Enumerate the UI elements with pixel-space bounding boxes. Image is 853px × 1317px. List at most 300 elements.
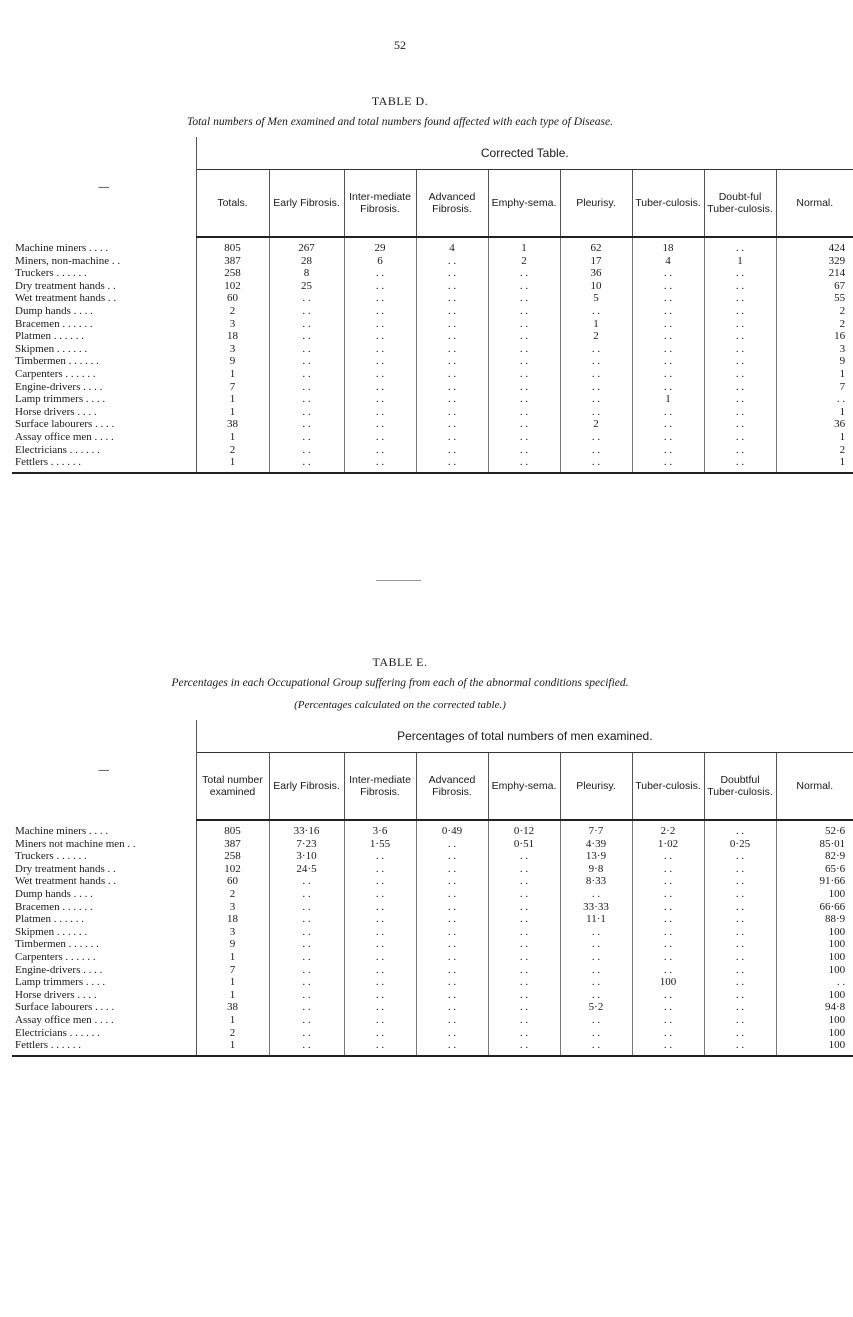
column-header: Pleurisy. bbox=[560, 170, 632, 238]
table-cell: . . bbox=[836, 976, 846, 989]
row-label: Bracemen . . . . . . bbox=[12, 901, 196, 914]
column-header: Total number examined bbox=[196, 753, 269, 821]
table-cell: . . bbox=[704, 318, 776, 331]
row-label: Timbermen . . . . . . bbox=[12, 355, 196, 368]
table-cell: 1·55 bbox=[344, 838, 416, 851]
table-cell: . . bbox=[416, 280, 488, 293]
table-row bbox=[12, 913, 853, 926]
table-cell: 29 bbox=[344, 237, 416, 255]
table-cell: . . bbox=[269, 926, 344, 939]
table-cell: . . bbox=[416, 1027, 488, 1040]
row-label: Electricians . . . . . . bbox=[12, 1027, 196, 1040]
table-cell: . . bbox=[344, 901, 416, 914]
table-row bbox=[12, 456, 853, 473]
table-cell: . . bbox=[344, 393, 416, 406]
table-cell: . . bbox=[704, 850, 776, 863]
table-cell: 1 bbox=[196, 406, 269, 419]
table-cell: 100 bbox=[828, 950, 846, 963]
table-cell: . . bbox=[560, 964, 632, 977]
table-cell: . . bbox=[344, 913, 416, 926]
table-cell: . . bbox=[269, 1001, 344, 1014]
table-cell: . . bbox=[704, 444, 776, 457]
table-cell: 24·5 bbox=[269, 863, 344, 876]
table-cell: 3·6 bbox=[344, 820, 416, 838]
table-cell: 4 bbox=[632, 255, 704, 268]
row-label: Carpenters . . . . . . bbox=[12, 368, 196, 381]
table-cell: . . bbox=[269, 1014, 344, 1027]
table-cell: 1 bbox=[839, 367, 846, 380]
table-row bbox=[12, 1001, 853, 1014]
table-cell: 100 bbox=[828, 925, 846, 938]
table-cell: 214 bbox=[828, 267, 846, 280]
table-cell: 18 bbox=[196, 913, 269, 926]
table-cell: . . bbox=[269, 1039, 344, 1056]
table-cell: 805 bbox=[196, 237, 269, 255]
table-cell: . . bbox=[560, 444, 632, 457]
table-d-heading: TABLE D. bbox=[371, 94, 429, 108]
table-cell: 3 bbox=[196, 926, 269, 939]
table-cell: . . bbox=[704, 820, 776, 838]
table-cell: 100 bbox=[828, 1013, 846, 1026]
table-cell: 102 bbox=[196, 863, 269, 876]
table-cell: . . bbox=[488, 343, 560, 356]
table-cell: . . bbox=[416, 901, 488, 914]
table-cell: 67 bbox=[834, 279, 846, 292]
table-cell: 2 bbox=[196, 305, 269, 318]
table-cell: 4 bbox=[416, 237, 488, 255]
column-header: Doubt-ful Tuber-culosis. bbox=[704, 170, 776, 238]
table-cell: 1 bbox=[704, 255, 776, 268]
table-cell: . . bbox=[344, 964, 416, 977]
table-cell: . . bbox=[704, 863, 776, 876]
table-cell: . . bbox=[632, 863, 704, 876]
table-cell: . . bbox=[704, 989, 776, 1002]
row-label: Machine miners . . . . bbox=[12, 820, 196, 838]
table-cell: . . bbox=[632, 1014, 704, 1027]
table-d bbox=[12, 137, 853, 474]
table-cell: . . bbox=[632, 926, 704, 939]
table-cell: 17 bbox=[560, 255, 632, 268]
table-row bbox=[12, 875, 853, 888]
column-header: Emphy-sema. bbox=[488, 753, 560, 821]
table-cell: . . bbox=[344, 267, 416, 280]
table-cell: . . bbox=[632, 267, 704, 280]
table-row bbox=[12, 1027, 853, 1040]
row-label: Dry treatment hands . . bbox=[12, 280, 196, 293]
table-cell: . . bbox=[632, 1001, 704, 1014]
table-cell: . . bbox=[269, 875, 344, 888]
table-cell: 36 bbox=[834, 418, 846, 431]
table-cell: . . bbox=[560, 456, 632, 473]
table-cell: . . bbox=[269, 989, 344, 1002]
table-cell: . . bbox=[560, 406, 632, 419]
table-cell: . . bbox=[704, 393, 776, 406]
column-header: Tuber-culosis. bbox=[632, 753, 704, 821]
table-cell: . . bbox=[416, 926, 488, 939]
table-e bbox=[12, 720, 853, 1057]
table-cell: 2 bbox=[196, 888, 269, 901]
table-cell: 16 bbox=[834, 330, 846, 343]
table-row bbox=[12, 406, 853, 419]
page-number: 52 bbox=[394, 38, 406, 52]
table-cell: . . bbox=[269, 292, 344, 305]
column-header: Advanced Fibrosis. bbox=[416, 753, 488, 821]
table-cell: . . bbox=[632, 280, 704, 293]
row-label: Fettlers . . . . . . bbox=[12, 1039, 196, 1056]
table-row bbox=[12, 343, 853, 356]
row-label: Horse drivers . . . . bbox=[12, 989, 196, 1002]
table-cell: 5·2 bbox=[560, 1001, 632, 1014]
column-header: Advanced Fibrosis. bbox=[416, 170, 488, 238]
table-cell: 62 bbox=[560, 237, 632, 255]
table-cell: . . bbox=[416, 913, 488, 926]
row-label: Wet treatment hands . . bbox=[12, 875, 196, 888]
table-cell: . . bbox=[560, 951, 632, 964]
table-cell: . . bbox=[344, 431, 416, 444]
row-label: Dump hands . . . . bbox=[12, 305, 196, 318]
table-cell: 1 bbox=[488, 237, 560, 255]
table-cell: 8·33 bbox=[560, 875, 632, 888]
column-header: Doubtful Tuber-culosis. bbox=[704, 753, 776, 821]
table-cell: . . bbox=[704, 951, 776, 964]
table-cell: 60 bbox=[196, 292, 269, 305]
row-label: Dry treatment hands . . bbox=[12, 863, 196, 876]
table-cell: . . bbox=[416, 267, 488, 280]
table-cell: . . bbox=[416, 1001, 488, 1014]
table-row bbox=[12, 964, 853, 977]
table-cell: 2 bbox=[488, 255, 560, 268]
table-cell: . . bbox=[704, 456, 776, 473]
table-cell: 805 bbox=[196, 820, 269, 838]
column-header: Emphy-sema. bbox=[488, 170, 560, 238]
table-cell: 9 bbox=[196, 938, 269, 951]
table-cell: 3·10 bbox=[269, 850, 344, 863]
table-cell: . . bbox=[344, 444, 416, 457]
table-cell: . . bbox=[560, 431, 632, 444]
table-cell: . . bbox=[269, 444, 344, 457]
table-cell: . . bbox=[704, 381, 776, 394]
table-row bbox=[12, 863, 853, 876]
table-cell: . . bbox=[269, 305, 344, 318]
table-cell: . . bbox=[344, 989, 416, 1002]
table-cell: . . bbox=[704, 406, 776, 419]
column-header: Tuber-culosis. bbox=[632, 170, 704, 238]
table-cell: 267 bbox=[269, 237, 344, 255]
table-cell: . . bbox=[560, 393, 632, 406]
table-e-heading: TABLE E. bbox=[372, 655, 428, 669]
table-cell: . . bbox=[704, 976, 776, 989]
table-cell: . . bbox=[488, 964, 560, 977]
table-cell: . . bbox=[704, 875, 776, 888]
table-cell: . . bbox=[269, 431, 344, 444]
table-d-group-heading: Corrected Table. bbox=[196, 137, 853, 170]
table-cell: . . bbox=[416, 875, 488, 888]
table-cell: . . bbox=[560, 343, 632, 356]
table-cell: 55 bbox=[834, 292, 846, 305]
table-cell: 1 bbox=[196, 951, 269, 964]
table-cell: . . bbox=[488, 355, 560, 368]
table-cell: . . bbox=[488, 875, 560, 888]
table-cell: 2 bbox=[839, 443, 846, 456]
table-cell: . . bbox=[704, 292, 776, 305]
table-e-corner: — bbox=[12, 720, 196, 820]
table-cell: 3 bbox=[196, 318, 269, 331]
table-cell: . . bbox=[269, 355, 344, 368]
table-cell: 1 bbox=[839, 405, 846, 418]
table-cell: 100 bbox=[828, 887, 846, 900]
table-cell: . . bbox=[269, 381, 344, 394]
table-cell: 387 bbox=[196, 838, 269, 851]
table-cell: 38 bbox=[196, 1001, 269, 1014]
row-label: Platmen . . . . . . bbox=[12, 330, 196, 343]
table-cell: . . bbox=[269, 456, 344, 473]
table-cell: . . bbox=[416, 964, 488, 977]
table-cell: . . bbox=[632, 875, 704, 888]
table-cell: 1 bbox=[196, 368, 269, 381]
table-cell: . . bbox=[344, 850, 416, 863]
table-cell: 1 bbox=[196, 393, 269, 406]
table-cell: . . bbox=[344, 355, 416, 368]
table-cell: 7 bbox=[196, 964, 269, 977]
table-cell: 2 bbox=[196, 1027, 269, 1040]
table-cell: . . bbox=[632, 938, 704, 951]
table-cell: . . bbox=[704, 938, 776, 951]
row-label: Electricians . . . . . . bbox=[12, 444, 196, 457]
row-label: Timbermen . . . . . . bbox=[12, 938, 196, 951]
table-cell: . . bbox=[704, 267, 776, 280]
table-cell: . . bbox=[632, 381, 704, 394]
table-cell: . . bbox=[560, 355, 632, 368]
table-cell: . . bbox=[560, 368, 632, 381]
table-cell: 2 bbox=[839, 317, 846, 330]
table-cell: . . bbox=[632, 368, 704, 381]
table-cell: 1 bbox=[196, 976, 269, 989]
table-cell: . . bbox=[269, 938, 344, 951]
table-cell: 82·9 bbox=[824, 850, 846, 863]
table-cell: . . bbox=[560, 989, 632, 1002]
table-cell: . . bbox=[704, 280, 776, 293]
table-cell: . . bbox=[632, 913, 704, 926]
table-cell: 33·16 bbox=[269, 820, 344, 838]
table-cell: 25 bbox=[269, 280, 344, 293]
table-cell: . . bbox=[344, 330, 416, 343]
column-header: Inter-mediate Fibrosis. bbox=[344, 753, 416, 821]
table-cell: . . bbox=[704, 418, 776, 431]
table-cell: . . bbox=[344, 368, 416, 381]
table-cell: . . bbox=[632, 406, 704, 419]
table-row bbox=[12, 237, 853, 255]
table-cell: . . bbox=[560, 976, 632, 989]
table-cell: . . bbox=[704, 888, 776, 901]
table-row bbox=[12, 280, 853, 293]
table-cell: . . bbox=[416, 938, 488, 951]
table-cell: . . bbox=[269, 913, 344, 926]
table-cell: 5 bbox=[560, 292, 632, 305]
table-cell: . . bbox=[704, 913, 776, 926]
table-cell: . . bbox=[488, 456, 560, 473]
table-cell: . . bbox=[632, 989, 704, 1002]
table-cell: . . bbox=[416, 381, 488, 394]
table-cell: 9 bbox=[196, 355, 269, 368]
table-cell: . . bbox=[344, 926, 416, 939]
table-cell: . . bbox=[632, 901, 704, 914]
table-cell: 0·25 bbox=[704, 838, 776, 851]
table-cell: . . bbox=[488, 888, 560, 901]
table-cell: . . bbox=[344, 456, 416, 473]
column-header: Early Fibrosis. bbox=[269, 170, 344, 238]
table-cell: . . bbox=[416, 355, 488, 368]
table-cell: . . bbox=[704, 330, 776, 343]
table-cell: . . bbox=[488, 393, 560, 406]
table-cell: . . bbox=[344, 888, 416, 901]
table-cell: . . bbox=[632, 1027, 704, 1040]
table-cell: . . bbox=[416, 888, 488, 901]
table-cell: 424 bbox=[828, 242, 846, 254]
row-label: Engine-drivers . . . . bbox=[12, 381, 196, 394]
table-cell: 2 bbox=[839, 304, 846, 317]
table-cell: . . bbox=[488, 280, 560, 293]
table-cell: 33·33 bbox=[560, 901, 632, 914]
table-cell: 258 bbox=[196, 850, 269, 863]
table-cell: . . bbox=[344, 1039, 416, 1056]
table-cell: 102 bbox=[196, 280, 269, 293]
table-cell: . . bbox=[632, 850, 704, 863]
row-label: Carpenters . . . . . . bbox=[12, 951, 196, 964]
row-label: Lamp trimmers . . . . bbox=[12, 976, 196, 989]
table-cell: . . bbox=[704, 431, 776, 444]
table-cell: . . bbox=[344, 1027, 416, 1040]
table-cell: . . bbox=[269, 368, 344, 381]
table-cell: 1 bbox=[776, 456, 853, 473]
table-row bbox=[12, 355, 853, 368]
table-cell: . . bbox=[416, 444, 488, 457]
table-row bbox=[12, 850, 853, 863]
table-cell: . . bbox=[344, 305, 416, 318]
table-row bbox=[12, 305, 853, 318]
table-cell: . . bbox=[344, 418, 416, 431]
table-cell: 9 bbox=[839, 355, 846, 368]
row-label: Dump hands . . . . bbox=[12, 888, 196, 901]
table-cell: . . bbox=[416, 431, 488, 444]
table-cell: . . bbox=[632, 951, 704, 964]
table-cell: . . bbox=[704, 964, 776, 977]
table-e-subtitle: Percentages in each Occupational Group suffering from each of the abnormal conditions specified. bbox=[171, 677, 629, 689]
table-cell: . . bbox=[488, 901, 560, 914]
table-cell: . . bbox=[632, 418, 704, 431]
table-cell: 28 bbox=[269, 255, 344, 268]
table-row bbox=[12, 431, 853, 444]
table-row bbox=[12, 820, 853, 838]
table-cell: 100 bbox=[828, 963, 846, 976]
table-cell: . . bbox=[704, 355, 776, 368]
table-cell: . . bbox=[269, 976, 344, 989]
table-cell: . . bbox=[416, 305, 488, 318]
table-cell: . . bbox=[269, 318, 344, 331]
table-cell: . . bbox=[344, 1014, 416, 1027]
table-cell: . . bbox=[416, 393, 488, 406]
table-cell: 100 bbox=[828, 988, 846, 1001]
column-header: Totals. bbox=[196, 170, 269, 238]
table-cell: . . bbox=[416, 456, 488, 473]
table-cell: . . bbox=[632, 318, 704, 331]
table-row bbox=[12, 1014, 853, 1027]
table-row bbox=[12, 901, 853, 914]
table-cell: . . bbox=[632, 355, 704, 368]
table-cell: 100 bbox=[632, 976, 704, 989]
table-cell: . . bbox=[269, 393, 344, 406]
table-cell: . . bbox=[488, 267, 560, 280]
table-cell: 38 bbox=[196, 418, 269, 431]
table-cell: . . bbox=[344, 938, 416, 951]
table-cell: 0·12 bbox=[488, 820, 560, 838]
table-cell: 11·1 bbox=[560, 913, 632, 926]
table-cell: 10 bbox=[560, 280, 632, 293]
table-d-corner: — bbox=[12, 137, 196, 237]
column-header: Inter-mediate Fibrosis. bbox=[344, 170, 416, 238]
table-cell: . . bbox=[560, 305, 632, 318]
row-label: Skipmen . . . . . . bbox=[12, 926, 196, 939]
table-cell: 2·2 bbox=[632, 820, 704, 838]
table-cell: 36 bbox=[560, 267, 632, 280]
row-label: Horse drivers . . . . bbox=[12, 406, 196, 419]
table-cell: 7 bbox=[196, 381, 269, 394]
table-cell: 6 bbox=[344, 255, 416, 268]
table-cell: . . bbox=[560, 381, 632, 394]
table-cell: . . bbox=[344, 343, 416, 356]
table-cell: 2 bbox=[560, 418, 632, 431]
row-label: Miners, non-machine . . bbox=[12, 255, 196, 268]
table-cell: . . bbox=[416, 1014, 488, 1027]
table-cell: . . bbox=[488, 318, 560, 331]
table-cell: 8 bbox=[269, 267, 344, 280]
table-cell: . . bbox=[344, 875, 416, 888]
table-cell: 1 bbox=[196, 456, 269, 473]
table-cell: . . bbox=[416, 989, 488, 1002]
table-cell: . . bbox=[344, 292, 416, 305]
table-cell: 65·6 bbox=[824, 862, 846, 875]
table-cell: . . bbox=[416, 838, 488, 851]
table-cell: . . bbox=[269, 951, 344, 964]
table-cell: 1 bbox=[632, 393, 704, 406]
table-cell: . . bbox=[704, 1001, 776, 1014]
table-cell: . . bbox=[344, 1001, 416, 1014]
table-cell: 100 bbox=[776, 1039, 853, 1056]
table-cell: . . bbox=[488, 989, 560, 1002]
row-label: Truckers . . . . . . bbox=[12, 850, 196, 863]
table-cell: . . bbox=[488, 863, 560, 876]
column-header: Normal. bbox=[776, 753, 853, 821]
table-cell: 88·9 bbox=[824, 913, 846, 926]
table-cell: . . bbox=[704, 368, 776, 381]
row-label: Bracemen . . . . . . bbox=[12, 318, 196, 331]
table-cell: . . bbox=[488, 926, 560, 939]
table-cell: 2 bbox=[196, 444, 269, 457]
section-divider bbox=[376, 580, 421, 581]
table-cell: . . bbox=[488, 381, 560, 394]
table-cell: . . bbox=[704, 926, 776, 939]
table-cell: 66·66 bbox=[819, 900, 846, 913]
table-row bbox=[12, 393, 853, 406]
table-cell: . . bbox=[344, 951, 416, 964]
table-cell: . . bbox=[704, 901, 776, 914]
table-cell: 91·66 bbox=[819, 875, 846, 888]
table-cell: 100 bbox=[828, 1026, 846, 1039]
table-cell: . . bbox=[416, 292, 488, 305]
table-cell: . . bbox=[632, 305, 704, 318]
table-cell: . . bbox=[416, 406, 488, 419]
table-cell: . . bbox=[344, 381, 416, 394]
table-cell: 18 bbox=[632, 237, 704, 255]
